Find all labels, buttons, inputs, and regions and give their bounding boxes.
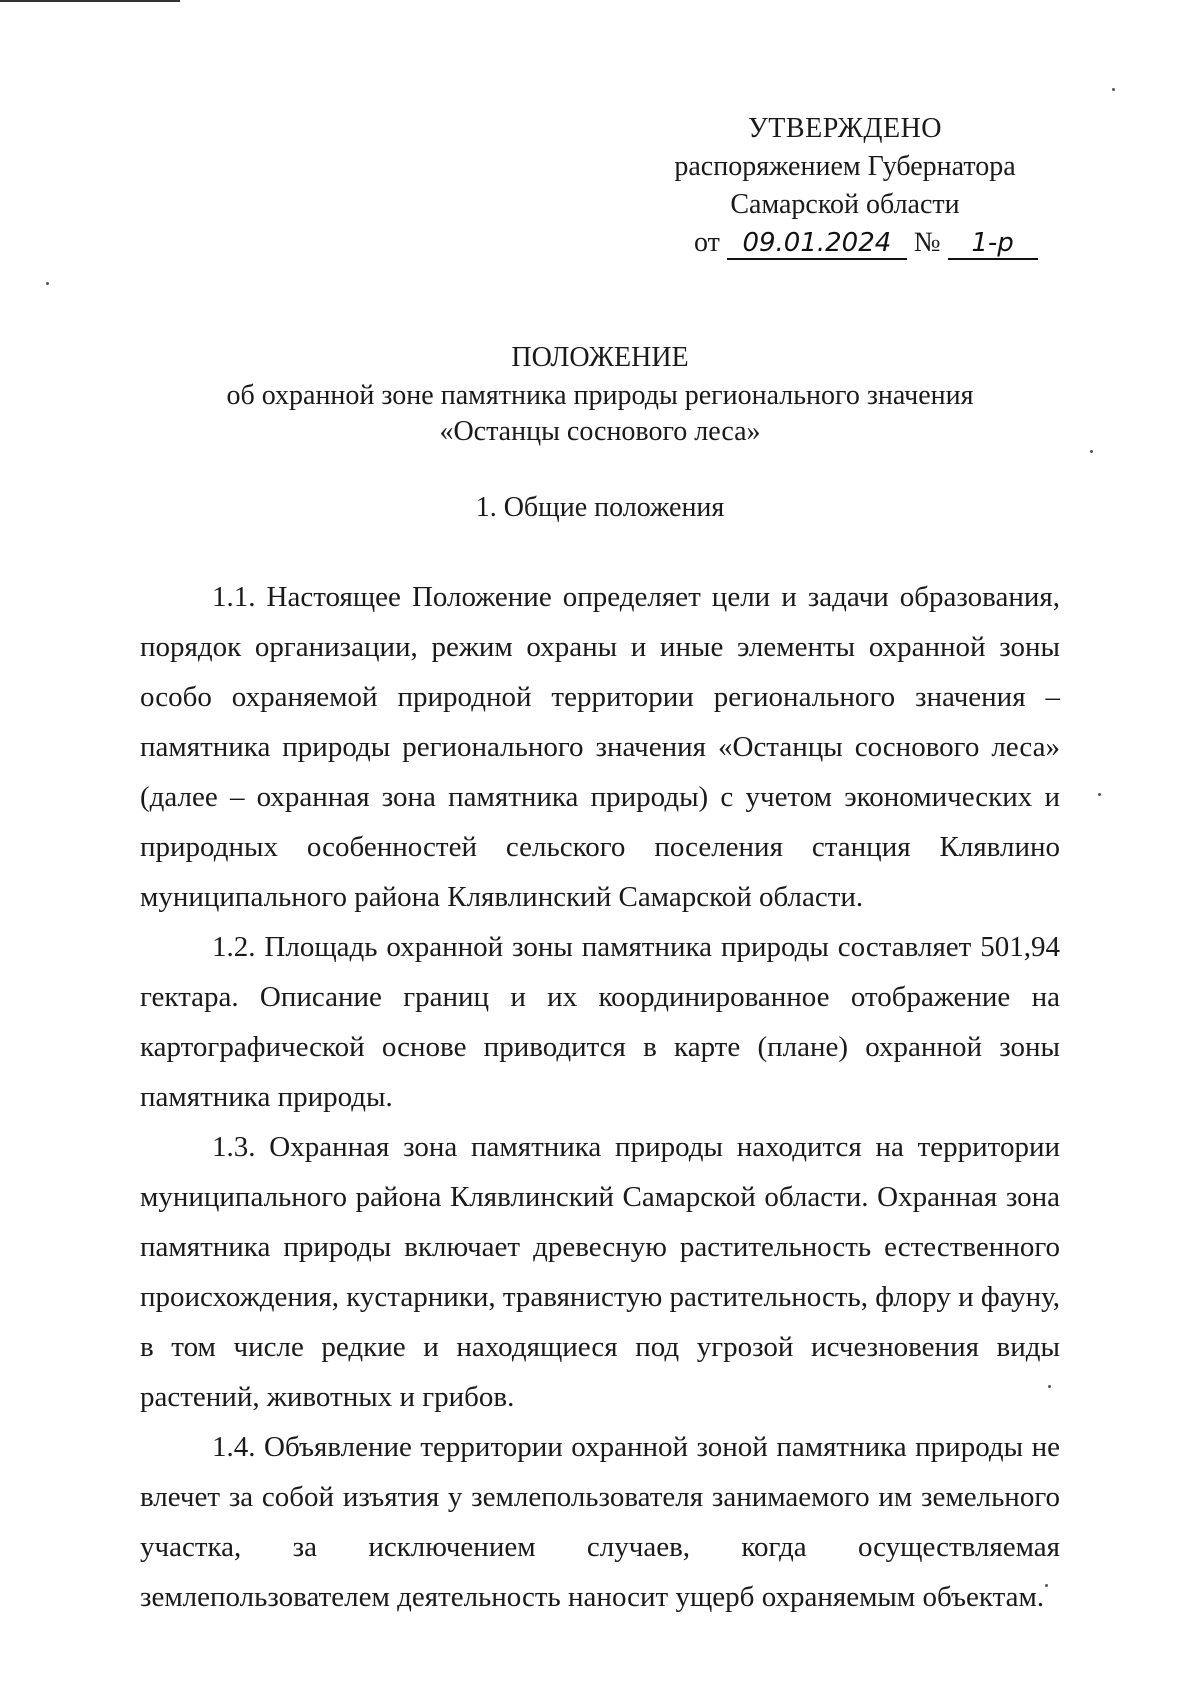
scan-speck (1098, 793, 1101, 796)
approval-heading: УТВЕРЖДЕНО (747, 113, 943, 144)
document-title-block (150, 340, 1050, 450)
approval-block (620, 110, 1070, 262)
paragraph-1-4: 1.4. Объявление территории охранной зоной памятника природы не влечет за собой изъятия у землепользователя занимаемого им земельного участка, за исключением случаев, когда осуществляемая землепользователем деятельность наносит ущерб охраняемым объектам. (140, 1431, 1060, 1613)
paragraph-1-2: 1.2. Площадь охранной зоны памятника природы составляет 501,94 гектара. Описание границ и их координированное отображение на картографической основе приводится в карте (плане) охранной зоны памятника природы. (140, 931, 1060, 1113)
approval-line-1: распоряжением Губернатора (674, 151, 1016, 182)
scan-speck (1112, 88, 1115, 91)
handwritten-number: 1-р (948, 228, 1038, 260)
scan-speck (1090, 450, 1093, 453)
scan-edge-mark (0, 0, 180, 2)
paragraph-1-3: 1.3. Охранная зона памятника природы находится на территории муниципального района Клявлинский Самарской области. Охранная зона памятника природы включает древесную растительность естественного происхождения, кустарники, травянистую растительность, флору и фауну, в том числе редкие и находящиеся под угрозой исчезновения виды растений, животных и грибов. (140, 1131, 1060, 1413)
section-heading: 1. Общие положения (475, 492, 725, 523)
date-prefix: от (694, 227, 720, 258)
scan-speck (46, 282, 49, 285)
approval-date-row (620, 224, 1070, 262)
scan-speck (1048, 1385, 1051, 1388)
document-subtitle: об охранной зоне памятника природы регионального значения (226, 380, 974, 411)
number-prefix: № (913, 227, 941, 258)
document-body (140, 572, 1060, 1622)
document-object-name: «Останцы соснового леса» (439, 416, 761, 447)
document-title: ПОЛОЖЕНИЕ (511, 342, 689, 373)
handwritten-date: 09.01.2024 (727, 228, 907, 260)
approval-line-2: Самарской области (730, 189, 960, 220)
scan-speck (1045, 1584, 1048, 1587)
paragraph-1-1: 1.1. Настоящее Положение определяет цели и задачи образования, порядок организации, режим охраны и иные элементы охранной зоны особо охраняемой природной территории регионального значения – памятника природы регионального значения «Останцы соснового леса» (далее – охранная зона памятника природы) с учетом экономических и природных особенностей сельского поселения станция Клявлино муниципального района Клявлинский Самарской области. (140, 581, 1060, 913)
